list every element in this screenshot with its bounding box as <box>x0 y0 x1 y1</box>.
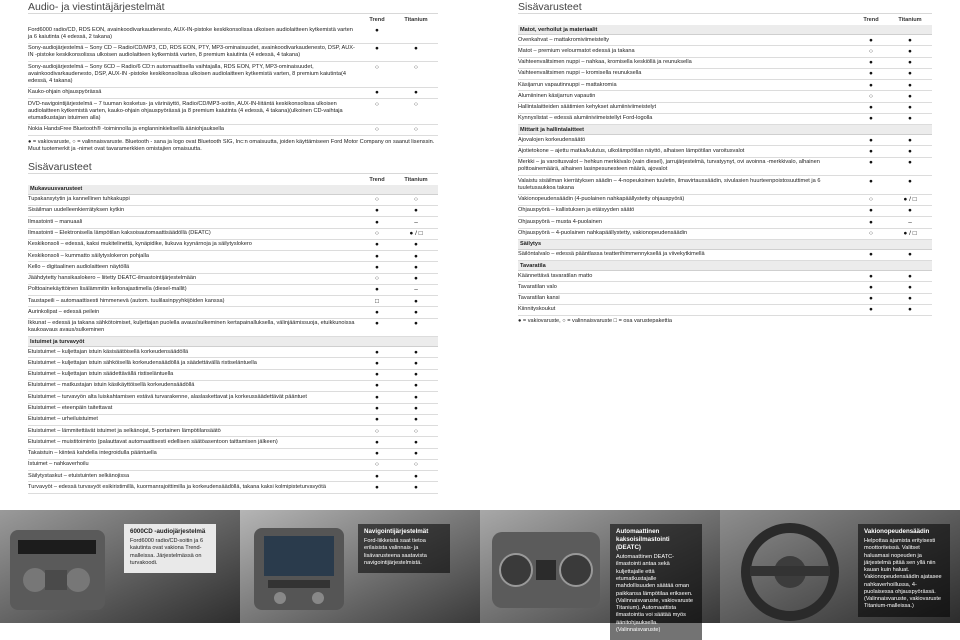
trend-marker: ● <box>375 218 379 226</box>
trend-marker: ● <box>869 177 873 185</box>
trend-marker: ● <box>375 241 379 249</box>
table-row <box>28 460 438 471</box>
row-label: Etuistuimet – urheiluistuimet <box>28 416 98 423</box>
titanium-marker: ● <box>908 251 912 259</box>
table-row <box>518 146 932 157</box>
row-label: Käsijarrun vapautinnuppi – mattakromia <box>518 81 617 88</box>
titanium-marker: ● / □ <box>903 230 917 238</box>
titanium-marker: ● <box>414 308 418 316</box>
cruise-caption-title: Vakionopeudensäädin <box>864 528 930 535</box>
titanium-marker: ● <box>414 320 418 328</box>
cruise-caption <box>858 524 950 617</box>
titanium-marker: ● <box>414 393 418 401</box>
trend-marker: ○ <box>375 126 379 134</box>
table-row <box>28 206 438 217</box>
row-label: Tupakansytytin ja kannellinen tuhkakuppi <box>28 196 130 203</box>
interior-section-title: Sisävarusteet <box>28 160 438 174</box>
titanium-marker: ○ <box>414 126 418 134</box>
comfort-table <box>28 195 438 337</box>
titanium-marker: – <box>414 286 418 294</box>
table-row <box>518 69 932 80</box>
row-label: Etuistuimet – kuljettajan istuin säädettävällä ristiseläntuella <box>28 371 174 378</box>
trend-marker: ● <box>869 159 873 167</box>
trend-marker: ○ <box>869 92 873 100</box>
trend-marker: ● <box>869 70 873 78</box>
row-label: Sony-audiojärjestelmä – Sony CD – Radio/CD/MP3, CD, RDS EON, PTY, MP3-ominaisuudet, avainkoodivarkaudenesto, DSP, AUX-IN -pistoke keskikonsolissa ulkoisen audiolaitteen kytkemistä varten, 8 premium kaiutinta (4 edessä, 4 takana) <box>28 45 355 59</box>
trend-marker: ○ <box>375 461 379 469</box>
titanium-marker: ● <box>908 36 912 44</box>
titanium-marker: ● <box>414 297 418 305</box>
trend-marker: ● <box>375 483 379 491</box>
titanium-marker: ● <box>414 45 418 53</box>
titanium-marker: ● <box>908 136 912 144</box>
seats-table <box>28 347 438 493</box>
trend-marker: ○ <box>869 196 873 204</box>
controls-category: Mittarit ja hallintalaitteet <box>518 125 932 135</box>
table-row <box>518 176 932 195</box>
trend-header: Trend <box>369 16 385 23</box>
titanium-marker: ● <box>414 275 418 283</box>
table-row <box>28 370 438 381</box>
trend-marker: ● <box>869 272 873 280</box>
titanium-marker: ● <box>908 272 912 280</box>
seats-category: Istuimet ja turvavyöt <box>28 337 438 347</box>
table-row <box>28 358 438 369</box>
table-row <box>28 217 438 228</box>
row-label: Matot – premium velourmatot edessä ja takana <box>518 47 635 54</box>
titanium-marker: – <box>414 218 418 226</box>
titanium-marker: ● <box>908 295 912 303</box>
row-label: Alumiininen käsijarrun vapautin <box>518 92 596 99</box>
row-label: Ohjauspyörä – kallistuksen ja etäisyyden säätö <box>518 207 635 214</box>
titanium-marker: ● <box>414 405 418 412</box>
row-label: Ohjauspyörä – musta 4-puolainen <box>518 218 602 225</box>
row-label: Hallintalaitteiden säätimien kehykset alumiiniviimeistelyt <box>518 104 657 111</box>
titanium-marker: ● <box>414 438 418 446</box>
titanium-marker: ● <box>908 177 912 185</box>
titanium-marker: ● <box>414 450 418 458</box>
audio-section-title: Audio- ja viestintäjärjestelmät <box>28 0 438 14</box>
trend-marker: ○ <box>375 275 379 283</box>
row-label: Etuistuimet – eteenpäin taitettavat <box>28 405 113 411</box>
row-label: Vaihteenvalitsimen nuppi – nahkaa, kromisella keskiöllä ja reunuksella <box>518 59 692 66</box>
trend-marker: ● <box>375 348 379 356</box>
titanium-marker: ● <box>908 70 912 78</box>
navigation-caption-title: Navigointijärjestelmät <box>364 528 429 535</box>
trend-marker: ● <box>869 306 873 314</box>
trend-marker: ○ <box>375 100 379 108</box>
row-label: Kiinnityskoukut <box>518 306 556 313</box>
table-row <box>28 62 438 88</box>
row-label: Ovenkahvat – mattakromiviimeistelty <box>518 36 610 43</box>
trend-marker: ● <box>869 115 873 123</box>
titanium-marker: ● / □ <box>409 230 423 238</box>
row-label: Kauko-ohjain ohjauspyörässä <box>28 89 102 96</box>
table-row <box>28 482 438 493</box>
table-row <box>28 404 438 415</box>
trend-marker: ● <box>869 295 873 303</box>
table-row <box>518 195 932 206</box>
table-row <box>518 103 932 114</box>
titanium-marker: – <box>908 218 912 226</box>
storage-category: Säilytys <box>518 240 932 250</box>
trend-marker: ○ <box>375 63 379 71</box>
deatc-photo <box>480 510 720 633</box>
audio-legend: ● = vakiovaruste, ○ = valinnaisvaruste. Bluetooth - sana ja logo ovat Bluetooth SIG, Inc:n omaisuutta, joiden käyttämiseen Ford Motor Company on saanut lisenssin. Muut tuotemerkit ja -nimet ovat tavaramerkkien omistajien omaisuutta. <box>28 139 435 153</box>
photo-strip <box>0 510 960 633</box>
table-row <box>518 58 932 69</box>
row-label: Sony-audiojärjestelmä – Sony 6CD – Radio/6 CD:n automaattisella vaihtajalla, RDS EON, PTY, MP3-ominaisuudet, avainkoodivarkaudenesto, DSP, AUX-IN -pistoke keskikonsolissa ulkoisen audiolaitteen kytkemistä varten, 8 premium kaiutinta(4 edessä, 4 takana) <box>28 63 346 85</box>
table-row <box>28 229 438 240</box>
trend-marker: ● <box>869 283 873 291</box>
luggage-category: Tavaratila <box>518 261 932 271</box>
trend-header: Trend <box>369 176 385 183</box>
titanium-marker: ● <box>908 207 912 215</box>
table-row <box>28 88 438 99</box>
trend-marker: ● <box>869 104 873 112</box>
trend-marker: ● <box>375 405 379 412</box>
table-row <box>518 229 932 240</box>
titanium-marker: ● <box>908 283 912 291</box>
materials-table <box>518 35 932 125</box>
trend-marker: ● <box>869 251 873 259</box>
row-label: Etuistuimet – matkustajan istuin käsikäyttöisellä korkeudensäädöllä <box>28 382 195 389</box>
right-column <box>518 0 932 325</box>
table-row <box>28 195 438 206</box>
row-label: Nokia HandsFree Bluetooth® -toiminnolla ja englanninkielisellä ääniohjauksella <box>28 126 224 133</box>
trend-marker: ● <box>869 136 873 144</box>
row-label: DVD-navigointijärjestelmä – 7 tuuman kosketus- ja värinäyttö, Radio/CD/MP3-soitin, AUX-IN-liitäntä keskikonsolissa ulkoisen audiolaitteen kytkemistä varten, kauko-ohjain ohjauspyörässä ja 8 premium kaiutinta (4 edessä, 4 takana)(ulkoinen CD-vaihtaja etumatkustajan istuimen alla) <box>28 100 343 122</box>
row-label: Jäähdytetty hansikaslokero – liitetty DEATC-ilmastointijärjestelmään <box>28 275 197 282</box>
navigation-caption <box>358 524 450 573</box>
trend-marker: ● <box>375 252 379 260</box>
table-row <box>28 99 438 125</box>
titanium-marker: ● <box>414 348 418 356</box>
row-label: Ford6000 radio/CD, RDS EON, avainkoodivarkaudenesto, AUX-IN-pistoke keskikonsolissa ulkoisen audiolaitteen kytkemistä varten ja 6 kaiutinta (4 edessä, 2 takana) <box>28 26 353 40</box>
titanium-marker: ○ <box>414 427 418 435</box>
titanium-marker: ● <box>414 241 418 249</box>
trend-marker: ● <box>375 359 379 367</box>
row-label: Aurinkolipat – edessä peilein <box>28 308 100 315</box>
row-label: Takaistuin – kiinteä kahdella integroidulla pääntuella <box>28 450 157 457</box>
titanium-marker: ● <box>414 416 418 424</box>
table-row <box>518 282 932 293</box>
table-row <box>518 250 932 261</box>
table-row <box>28 319 438 338</box>
row-label: Etuistuimet – lämmitettävät istuimet ja selkänojat, 5-portainen lämpötilansäätö <box>28 427 221 434</box>
titanium-header: Titanium <box>898 16 922 23</box>
row-label: Merkki – ja varoitusvalot – hehkun merkkivalo (vain diesel), jarrujärjestelmä, turvatyynyt, ovi avoinna -merkkivalo, alhainen polttoainemäärä, alhainen lasinpesunesteen määrä, ajovalot <box>518 159 820 173</box>
right-table-header <box>518 16 932 25</box>
titanium-marker: ○ <box>414 461 418 469</box>
titanium-marker: ● <box>908 81 912 89</box>
table-row <box>518 206 932 217</box>
titanium-marker: ● <box>908 115 912 123</box>
table-row <box>518 46 932 57</box>
trend-marker: ● <box>869 207 873 215</box>
comfort-category: Mukavuusvarusteet <box>28 185 438 195</box>
titanium-marker: ● <box>414 371 418 379</box>
titanium-marker: ● <box>414 207 418 215</box>
row-label: Ajovalojen korkeudensäätö <box>518 136 586 143</box>
titanium-header: Titanium <box>404 16 428 23</box>
trend-marker: ○ <box>375 427 379 435</box>
row-label: Ikkunat – edessä ja takana sähkötoimiset, kuljettajan puolella avaus/sulkeminen kertapainalluksella, välinjäämissuoja, etuikkunoissa kaukoavaus avaus/sulkeminen <box>28 320 355 334</box>
table-row <box>28 296 438 307</box>
table-row <box>518 158 932 177</box>
table-row <box>28 44 438 63</box>
row-label: Tavaratilan valo <box>518 283 557 290</box>
trend-marker: ● <box>375 263 379 271</box>
table-row <box>28 426 438 437</box>
row-label: Kynnyslistat – edessä alumiiniviimeistellyt Ford-logolla <box>518 115 653 122</box>
right-legend: ● = vakiovaruste, ○ = valinnaisvaruste □ = osa varustepakettia <box>518 318 672 325</box>
left-column <box>28 0 438 494</box>
trend-marker: ● <box>375 45 379 53</box>
deatc-caption-text: Automaattinen DEATC-ilmastointi antaa sekä kuljettajalle että etumatkustajalle mahdollisuuden säätää oman paikkansa lämpötilaa erikseen. (Valinnaisvaruste, vakiovaruste Titanium). Automaattista ilmastointia voi säätää myös äänitohjauksella. (Valinnaisvaruste) <box>616 554 694 633</box>
row-label: Ilmastointi – manuaali <box>28 218 83 225</box>
row-label: Etuistuimet – kuljettajan istuin sähköisellä korkeudensäädöllä ja säädettävällä ristiseläntuella <box>28 359 257 366</box>
row-label: Vaihteenvalitsimen nuppi – kromisella reunuksella <box>518 70 642 77</box>
audio-caption <box>124 524 216 573</box>
table-row <box>28 392 438 403</box>
trend-marker: ● <box>375 371 379 379</box>
table-row <box>518 35 932 46</box>
trend-marker: ○ <box>869 47 873 55</box>
row-label: Taustapeili – automaattisesti himmenevä (autom. tuulilasinpyyhkijöiden kanssa) <box>28 297 225 304</box>
row-label: Keskikonsoli – kummatto säilytyslokeron pohjalla <box>28 252 149 259</box>
row-label: Etuistuimet – kuljettajan istuin käsisäätöisellä korkeudensäädöllä <box>28 348 189 355</box>
row-label: Ilmastointi – Elektronisella lämpötilan kaksoisautomaattisäädöllä (DEATC) <box>28 230 211 237</box>
materials-category: Matot, verhoilut ja materiaalit <box>518 25 932 35</box>
table-row <box>518 114 932 125</box>
trend-marker: ○ <box>869 230 873 238</box>
row-label: Kello – digitaalinen audiolaitteen näytöllä <box>28 263 130 270</box>
table-row <box>28 381 438 392</box>
table-row <box>518 80 932 91</box>
cruise-photo <box>720 510 960 623</box>
trend-marker: ○ <box>375 196 379 204</box>
trend-marker: ● <box>375 207 379 215</box>
audio-table <box>28 25 438 136</box>
right-section-title: Sisävarusteet <box>518 0 932 14</box>
row-label: Sisäilman uudelleenkierrätyksen kytkin <box>28 207 125 214</box>
titanium-marker: ● <box>414 89 418 97</box>
row-label: Etuistuimet – turvavyön alta luiskahtamisen estävä turvarakenne, alaslaskettavat ja korkeussäädettävät pääntuet <box>28 393 307 400</box>
titanium-marker: ● / □ <box>903 196 917 204</box>
titanium-marker: ● <box>908 104 912 112</box>
table-row <box>518 271 932 282</box>
table-row <box>28 125 438 136</box>
titanium-marker: ● <box>414 483 418 491</box>
titanium-marker: ● <box>414 382 418 390</box>
titanium-marker: ● <box>414 252 418 260</box>
trend-marker: ● <box>375 26 379 34</box>
table-row <box>28 262 438 273</box>
deatc-caption <box>610 524 702 640</box>
titanium-marker: ● <box>908 59 912 67</box>
row-label: Ohjauspyörä – 4-puolainen nahkapäällystetty, vakionopeudensäädin <box>518 230 688 237</box>
table-row <box>28 274 438 285</box>
table-row <box>28 251 438 262</box>
row-label: Valaistu sisäilman kierrätyksen säädin – 4-nopeuksinen tuuletin, ilmavirtaussäädin, sivulasien huurteenpoistosuuttimet ja 6 tuuletusaukkoa takana <box>518 177 821 191</box>
titanium-marker: ● <box>908 92 912 100</box>
audio-photo <box>0 510 240 623</box>
trend-marker: ● <box>869 147 873 155</box>
navigation-caption-text: Ford-liikkeistä saat tietoa erilaisista valinnais- ja lisävarusteena saatavista navigointijärjestelmistä. <box>364 538 427 566</box>
trend-marker: ● <box>375 472 379 480</box>
titanium-marker: ● <box>908 47 912 55</box>
table-row <box>28 240 438 251</box>
trend-marker: ● <box>375 286 379 294</box>
row-label: Tavaratilan kansi <box>518 295 560 302</box>
table-row <box>28 25 438 44</box>
titanium-marker: ● <box>414 359 418 367</box>
audio-caption-text: Ford6000 radio/CD-soitin ja 6 kaiutinta ovat vakiona Trend-malleissa. Järjestelmässä on turvakoodi. <box>130 538 204 566</box>
trend-marker: ● <box>375 308 379 316</box>
titanium-marker: ○ <box>414 63 418 71</box>
row-label: Keskikonsoli – edessä, kaksi mukitelinettä, kynäpidike, liukuva kyynärnoja ja säilytyslokero <box>28 241 252 248</box>
luggage-table <box>518 271 932 316</box>
table-row <box>518 294 932 305</box>
table-row <box>28 437 438 448</box>
table-row <box>28 307 438 318</box>
table-row <box>28 285 438 296</box>
audio-table-header <box>28 16 438 25</box>
row-label: Käännettävä tavaratilan matto <box>518 272 593 279</box>
controls-table <box>518 135 932 240</box>
row-label: Polttoainekäyttöinen lisälämmitin kellonajastimella (diesel-mallit) <box>28 286 187 293</box>
trend-marker: ● <box>375 393 379 401</box>
row-label: Ajotietokone – ajettu matka/kulutus, ulkolämpötilan näyttö, alhaisen lämpötilan varoitusvalot <box>518 147 745 154</box>
table-row <box>28 471 438 482</box>
row-label: Säilytystaskut – etuistuinten selkänojissa <box>28 472 130 479</box>
titanium-marker: ● <box>414 472 418 480</box>
row-label: Istuimet – nahkaverhoilu <box>28 461 89 468</box>
trend-marker: ● <box>375 89 379 97</box>
trend-marker: ● <box>375 438 379 446</box>
titanium-marker: ○ <box>414 100 418 108</box>
table-row <box>28 449 438 460</box>
trend-marker: ● <box>375 450 379 458</box>
interior-table-header <box>28 176 438 185</box>
trend-marker: ● <box>869 36 873 44</box>
trend-marker: ○ <box>375 230 379 238</box>
trend-marker: ● <box>375 320 379 328</box>
table-row <box>518 91 932 102</box>
row-label: Vakionopeudensäädin (4-puolainen nahkapäällystetty ohjauspyörä) <box>518 196 685 203</box>
trend-marker: □ <box>375 297 379 305</box>
trend-header: Trend <box>863 16 879 23</box>
cruise-caption-text: Helpottaa ajamista erityisesti moottoriteissä. Valitset haluamasi nopeuden ja järjestelmä pitää sen yllä niin kauan kuin haluat. Vakionopeudensäädin ajatasee nahkaverhoillussa, 4-puolaisessa ohjauspyörässä. (Valinnaisvaruste, vakiovaruste Titanium-malleissa.) <box>864 538 942 610</box>
audio-caption-title: 6000CD -audiojärjestelmä <box>130 528 206 535</box>
trend-marker: ● <box>869 81 873 89</box>
titanium-marker: ● <box>908 306 912 314</box>
trend-marker: ● <box>375 416 379 424</box>
titanium-marker: ● <box>414 263 418 271</box>
table-row <box>28 415 438 426</box>
deatc-caption-title: Automaattinen kaksoisilmastointi (DEATC) <box>616 528 670 552</box>
row-label: Säilöntalvalo – edessä pääntlassa teatterihimmennyksellä ja viivekytkimellä <box>518 251 705 258</box>
navigation-photo <box>240 510 480 623</box>
row-label: Etuistuimet – muistitoiminto (palauttavat automaattisesti edellisen säätöasentoon taittamisen jälkeen) <box>28 438 278 445</box>
storage-table <box>518 250 932 261</box>
row-label: Turvavyöt – edessä turvavyöt esikiristimillä, kuormanrajoittimilla ja korkeudensäädöllä, takana kaksi kolmipisteturvavyötä <box>28 483 326 490</box>
titanium-header: Titanium <box>404 176 428 183</box>
table-row <box>28 347 438 358</box>
trend-marker: ● <box>375 382 379 390</box>
titanium-marker: ○ <box>414 196 418 204</box>
trend-marker: ● <box>869 218 873 226</box>
trend-marker: ● <box>869 59 873 67</box>
titanium-marker: ● <box>908 159 912 167</box>
table-row <box>518 135 932 146</box>
table-row <box>518 305 932 316</box>
table-row <box>518 217 932 228</box>
titanium-marker: ● <box>908 147 912 155</box>
